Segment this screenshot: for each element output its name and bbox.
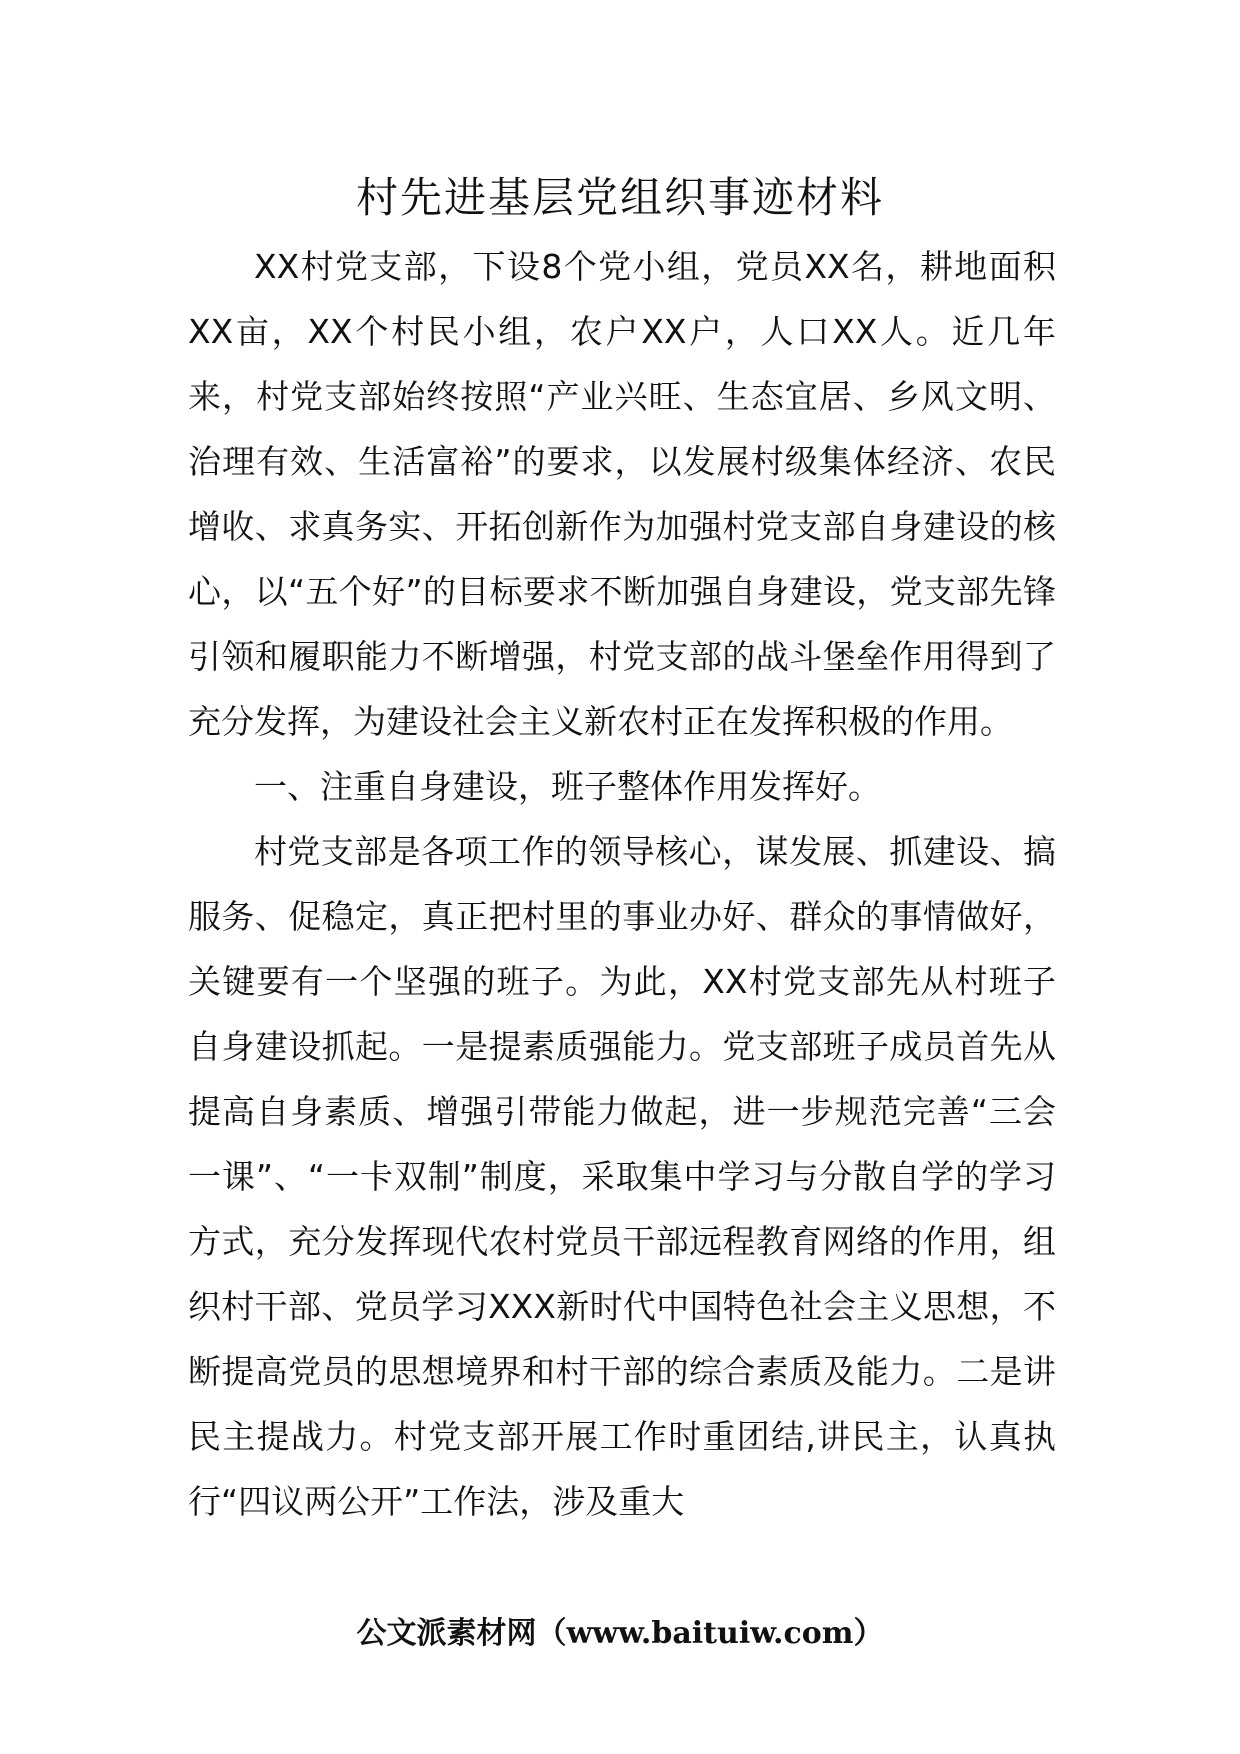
section-heading-1: 一、注重自身建设，班子整体作用发挥好。 (254, 767, 881, 806)
paragraph-section-1: 村党支部是各项工作的领导核心，谋发展、抓建设、搞服务、促稳定，真正把村里的事业办好、群众的事情做好，关键要有一个坚强的班子。为此，XX村党支部先从村班子自身建设抓起。一是提素质强能力。党支部班子成员首先从提高自身素质、增强引带能力做起，进一步规范完善“三会一课”、“一卡双制”制度，采取集中学习与分散自学的学习方式，充分发挥现代农村党员干部远程教育网络的作用，组织村干部、党员学习XXX新时代中国特色社会主义思想，不断提高党员的思想境界和村干部的综合素质及能力。二是讲民主提战力。村党支部开展工作时重团结,讲民主，认真执行“四议两公开”工作法，涉及重大 (188, 832, 1056, 1521)
footer-watermark: 公文派素材网（www.baituiw.com） (356, 1616, 884, 1651)
paragraph-intro: XX村党支部，下设8个党小组，党员XX名，耕地面积XX亩，XX个村民小组，农户XX户，人口XX人。近几年来，村党支部始终按照“产业兴旺、生态宜居、乡风文明、治理有效、生活富裕”的要求，以发展村级集体经济、农民增收、求真务实、开拓创新作为加强村党支部自身建设的核心，以“五个好”的目标要求不断加强自身建设，党支部先锋引领和履职能力不断增强，村党支部的战斗堡垒作用得到了充分发挥，为建设社会主义新农村正在发挥积极的作用。 (188, 247, 1056, 741)
document-body (188, 234, 1056, 1534)
document-title: 村先进基层党组织事迹材料 (355, 173, 884, 222)
